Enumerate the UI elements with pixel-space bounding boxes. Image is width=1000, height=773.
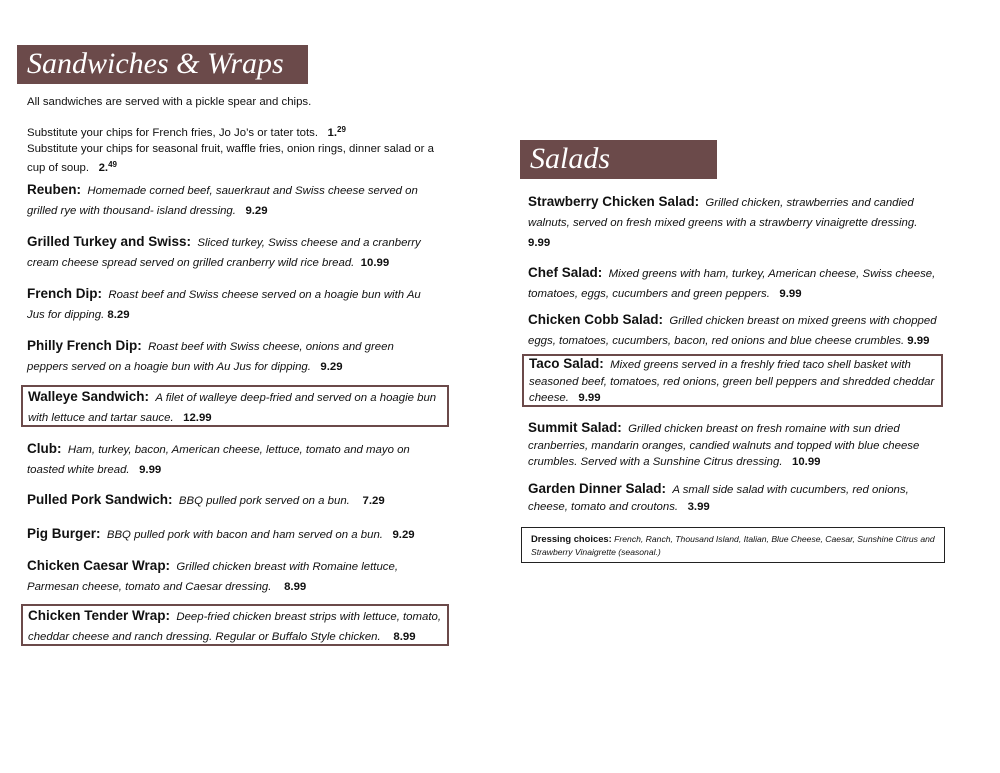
item-price: 9.99	[139, 464, 162, 476]
item-description: A filet of walleye deep-fried and served on a hoagie bun with lettuce and tartar sauce.	[28, 392, 437, 424]
menu-item-chicken-caesar-wrap	[27, 556, 432, 597]
item-price: 9.29	[320, 361, 343, 373]
menu-item-pig-burger	[27, 524, 447, 545]
item-description: Grilled chicken breast on fresh romaine with sun dried cranberries, mandarin oranges, candied walnuts and topped with blue cheese crumbles. Served with a Sunshine Citrus dressing.	[528, 423, 920, 468]
menu-item-summit-salad	[528, 420, 938, 471]
item-name: Chicken Cobb Salad:	[528, 312, 664, 327]
item-price: 10.99	[792, 456, 821, 468]
item-name: French Dip:	[27, 286, 103, 301]
item-price: 3.99	[687, 500, 710, 513]
item-price: 9.99	[779, 288, 802, 300]
item-name: Grilled Turkey and Swiss:	[27, 234, 192, 249]
item-name: Reuben:	[27, 182, 81, 197]
item-description: BBQ pulled pork served on a bun.	[178, 495, 350, 507]
item-name: Garden Dinner Salad:	[528, 481, 667, 496]
item-name: Taco Salad:	[529, 356, 604, 371]
item-description: A small side salad with cucumbers, red onions, cheese, tomato and croutons.	[528, 484, 909, 513]
dressing-choices-label: Dressing choices:	[531, 533, 612, 544]
substitution-2-price: 2.49	[98, 160, 117, 174]
item-description: Grilled chicken breast with Romaine lettuce, Parmesan cheese, tomato and Caesar dressing.	[27, 561, 398, 593]
item-description: Homemade corned beef, sauerkraut and Swiss cheese served on grilled rye with thousand- island dressing.	[27, 185, 418, 217]
menu-item-grilled-turkey-swiss	[27, 232, 432, 273]
item-name: Strawberry Chicken Salad:	[528, 194, 700, 209]
item-name: Chicken Tender Wrap:	[28, 608, 171, 623]
item-description: Deep-fried chicken breast strips with lettuce, tomato, cheddar cheese and ranch dressing. Regular or Buffalo Style chicken.	[28, 611, 442, 643]
item-name: Pig Burger:	[27, 526, 101, 541]
item-name: Chef Salad:	[528, 265, 603, 280]
menu-item-philly-french-dip	[27, 336, 432, 377]
menu-item-pulled-pork-sandwich	[27, 490, 447, 511]
item-name: Pulled Pork Sandwich:	[27, 492, 173, 507]
dressing-choices-text: French, Ranch, Thousand Island, Italian, Blue Cheese, Caesar, Sunshine Citrus and Strawberry Vinaigrette (seasonal.)	[531, 534, 935, 557]
item-price: 9.99	[528, 237, 551, 249]
item-description: Roast beef with Swiss cheese, onions and green peppers served on a hoagie bun with Au Jus for dipping.	[27, 341, 394, 373]
item-price: 10.99	[360, 257, 390, 269]
chips-substitution-notes	[27, 122, 452, 176]
substitution-1-text: Substitute your chips for French fries, Jo Jo’s or tater tots.	[27, 127, 319, 139]
item-name: Walleye Sandwich:	[28, 389, 150, 404]
sandwich-note	[27, 94, 447, 110]
menu-item-club	[27, 439, 427, 480]
item-price: 9.99	[578, 392, 601, 404]
menu-item-walleye-sandwich	[21, 385, 449, 427]
item-description: Grilled chicken breast on mixed greens with chopped eggs, tomatoes, cucumbers, bacon, red onions and blue cheese crumbles.	[528, 315, 937, 347]
item-description: Mixed greens served in a freshly fried taco shell basket with seasoned beef, tomatoes, red onions, green bell peppers and shredded cheddar cheese.	[529, 359, 935, 404]
item-price: 12.99	[183, 412, 212, 424]
sandwiches-wraps-heading: Sandwiches & Wraps	[17, 45, 308, 84]
item-price: 7.29	[362, 495, 385, 507]
item-description: Roast beef and Swiss cheese served on a hoagie bun with Au Jus for dipping.	[27, 289, 421, 321]
sandwich-note-text: All sandwiches are served with a pickle spear and chips.	[27, 96, 312, 108]
salads-heading: Salads	[520, 140, 717, 179]
item-name: Summit Salad:	[528, 420, 622, 435]
item-name: Philly French Dip:	[27, 338, 142, 353]
item-description: BBQ pulled pork with bacon and ham served on a bun.	[106, 529, 383, 541]
menu-item-reuben	[27, 180, 432, 221]
item-description: Grilled chicken, strawberries and candied walnuts, served on fresh mixed greens with a strawberry vinaigrette dressing.	[528, 197, 918, 229]
item-price: 8.99	[284, 581, 307, 593]
menu-item-chicken-cobb-salad	[528, 310, 938, 351]
menu-item-taco-salad	[522, 354, 943, 407]
item-price: 8.99	[393, 631, 416, 643]
item-description: Ham, turkey, bacon, American cheese, lettuce, tomato and mayo on toasted white bread.	[27, 444, 410, 476]
menu-item-garden-dinner-salad	[528, 481, 918, 515]
dressing-choices-box	[521, 527, 945, 563]
menu-item-chef-salad	[528, 263, 938, 304]
menu-item-strawberry-chicken-salad	[528, 192, 938, 253]
item-price: 9.29	[392, 529, 415, 541]
item-price: 8.29	[107, 309, 130, 321]
menu-item-chicken-tender-wrap	[21, 604, 449, 646]
substitution-1-price: 1.29	[327, 125, 346, 139]
item-price: 9.99	[907, 335, 930, 347]
item-price: 9.29	[245, 205, 268, 217]
substitution-2-text: Substitute your chips for seasonal fruit, waffle fries, onion rings, dinner salad or a cup of soup.	[27, 143, 434, 174]
item-name: Club:	[27, 441, 62, 456]
item-description: Mixed greens with ham, turkey, American cheese, Swiss cheese, tomatoes, eggs, cucumbers and green peppers.	[528, 268, 936, 300]
menu-item-french-dip	[27, 284, 432, 325]
item-name: Chicken Caesar Wrap:	[27, 558, 171, 573]
item-description: Sliced turkey, Swiss cheese and a cranberry cream cheese spread served on grilled cranberry wild rice bread.	[27, 237, 421, 269]
